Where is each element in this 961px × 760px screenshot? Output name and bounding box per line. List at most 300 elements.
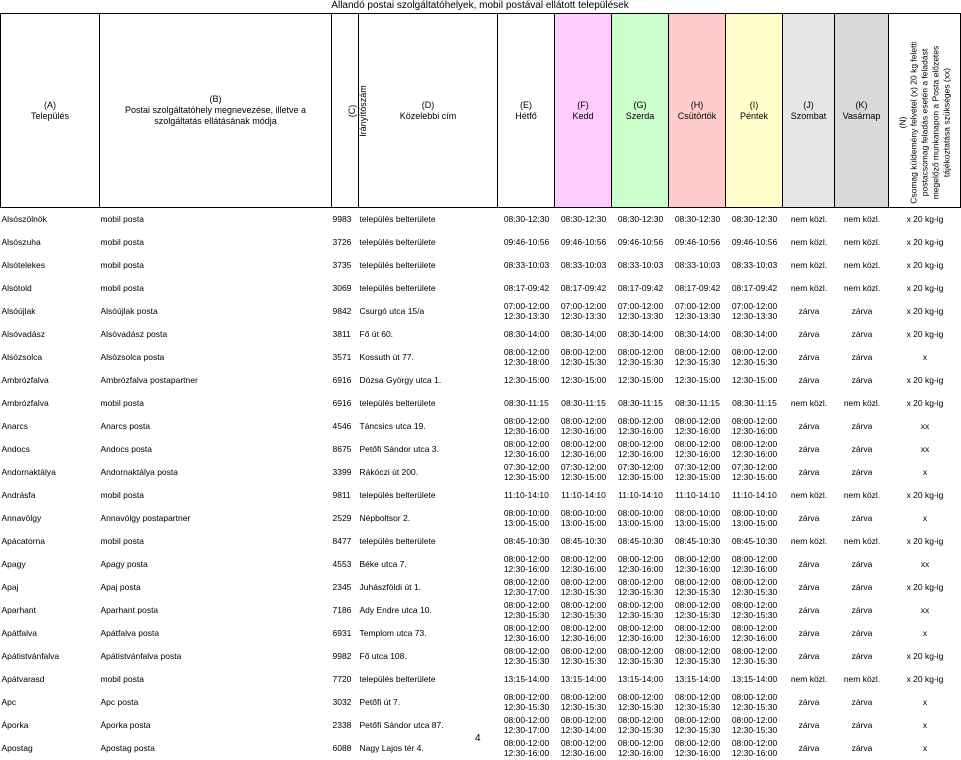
opening-hours-cell xyxy=(612,277,669,300)
table-row xyxy=(1,438,961,461)
hours-line: 12:30-16:00 xyxy=(674,426,721,436)
postcode-cell: 3032 xyxy=(332,697,352,707)
table-row xyxy=(1,622,961,645)
settlement-cell: Alsószölnök xyxy=(1,214,47,225)
hours-line: 11:10-14:10 xyxy=(675,490,720,500)
service-point-cell: Alsóvadász posta xyxy=(100,329,168,339)
hours-line: 13:00-15:00 xyxy=(560,518,607,528)
hours-line: 08:00-12:00 xyxy=(674,623,721,633)
opening-hours-cell xyxy=(498,691,555,714)
parcel-cell: x 20 kg-ig xyxy=(906,237,944,247)
opening-hours-cell xyxy=(555,277,612,300)
opening-hours-cell xyxy=(669,737,726,760)
hours-line: 13:15-14:00 xyxy=(617,674,664,684)
opening-hours-cell xyxy=(669,438,726,461)
parcel-cell: x 20 kg-ig xyxy=(906,329,944,339)
service-point-cell: Apátfalva posta xyxy=(100,628,160,638)
settlement-cell: Áporka xyxy=(1,720,29,730)
address-cell: település belterülete xyxy=(359,398,436,408)
opening-hours-cell xyxy=(669,714,726,737)
hours-line: 08:33-10:03 xyxy=(503,260,550,270)
service-point-cell: mobil posta xyxy=(100,214,144,225)
hours-line: 13:15-14:00 xyxy=(560,674,607,684)
hours-line: 08:00-12:00 xyxy=(560,577,607,587)
hours-line: 12:30-16:00 xyxy=(617,564,664,574)
address-cell: település belterülete xyxy=(359,237,436,247)
opening-hours-cell xyxy=(669,622,726,645)
opening-hours-cell xyxy=(612,392,669,415)
postcode-cell: 6931 xyxy=(332,628,352,638)
postcode-cell: 7720 xyxy=(332,674,352,684)
sunday-cell: nem közl. xyxy=(843,536,881,546)
sunday-cell: nem közl. xyxy=(843,398,881,408)
postcode-cell: 9982 xyxy=(332,651,352,661)
settlement-cell: Apátistvánfalva xyxy=(1,651,60,661)
hours-line: 12:30-16:00 xyxy=(617,426,664,436)
service-point-cell: Apaj posta xyxy=(100,582,141,592)
hours-line: 12:30-15:30 xyxy=(503,610,550,620)
hours-line: 12:30-15:30 xyxy=(674,587,721,597)
hours-line: 12:30-15:00 xyxy=(503,472,550,482)
hours-line: 08:30-11:15 xyxy=(732,398,777,408)
hours-line: 12:30-13:30 xyxy=(674,311,721,321)
opening-hours-cell xyxy=(612,415,669,438)
sunday-cell: nem közl. xyxy=(843,490,881,500)
opening-hours-cell xyxy=(669,369,726,392)
hours-line: 08:30-12:30 xyxy=(617,214,664,225)
hours-line: 08:00-12:00 xyxy=(731,554,778,564)
hours-line: 12:30-15:00 xyxy=(560,472,607,482)
hours-line: 12:30-16:00 xyxy=(560,748,607,758)
opening-hours-cell xyxy=(612,323,669,346)
hours-line: 11:10-14:10 xyxy=(732,490,777,500)
sunday-cell: zárva xyxy=(851,352,873,362)
hours-line: 12:30-16:00 xyxy=(731,564,778,574)
opening-hours-cell xyxy=(669,323,726,346)
service-point-cell: mobil posta xyxy=(100,490,144,500)
hours-line: 08:00-12:00 xyxy=(617,600,664,610)
sunday-cell: nem közl. xyxy=(843,260,881,270)
parcel-cell: x xyxy=(922,352,928,362)
saturday-cell: zárva xyxy=(798,743,820,753)
hours-line: 08:00-12:00 xyxy=(560,554,607,564)
settlement-cell: Alsózsolca xyxy=(1,352,43,362)
opening-hours-cell xyxy=(669,530,726,553)
opening-hours-cell xyxy=(612,714,669,737)
sunday-cell: zárva xyxy=(851,559,873,569)
hours-line: 08:00-12:00 xyxy=(503,554,550,564)
hours-line: 08:00-12:00 xyxy=(560,347,607,357)
table-row xyxy=(1,599,961,622)
opening-hours-cell xyxy=(726,553,783,576)
hours-line: 08:00-12:00 xyxy=(503,577,550,587)
service-point-cell: Ambrózfalva postapartner xyxy=(100,375,198,385)
address-cell: Juhászföldi út 1. xyxy=(359,582,421,592)
hours-line: 12:30-16:00 xyxy=(503,449,550,459)
postcode-cell: 3399 xyxy=(332,467,352,477)
settlement-cell: Apaj xyxy=(1,582,19,592)
table-row xyxy=(1,208,961,231)
hours-line: 08:00-12:00 xyxy=(617,439,664,449)
saturday-cell: nem közl. xyxy=(790,283,828,293)
hours-line: 08:00-12:00 xyxy=(503,715,550,725)
hours-line: 12:30-16:00 xyxy=(731,748,778,758)
opening-hours-cell xyxy=(612,553,669,576)
opening-hours-cell xyxy=(726,691,783,714)
opening-hours-cell xyxy=(612,300,669,323)
hours-line: 08:00-12:00 xyxy=(617,715,664,725)
opening-hours-cell xyxy=(726,346,783,369)
hours-line: 08:00-12:00 xyxy=(674,715,721,725)
hours-line: 12:30-13:30 xyxy=(617,311,664,321)
hours-line: 08:00-12:00 xyxy=(731,577,778,587)
page-number: 4 xyxy=(475,733,481,744)
saturday-cell: zárva xyxy=(798,352,820,362)
opening-hours-cell xyxy=(612,254,669,277)
opening-hours-cell xyxy=(555,737,612,760)
hours-line: 08:30-14:00 xyxy=(503,329,550,339)
hours-line: 12:30-15:00 xyxy=(617,472,664,482)
hours-line: 08:00-12:00 xyxy=(731,646,778,656)
table-row xyxy=(1,553,961,576)
saturday-cell: zárva xyxy=(798,559,820,569)
address-cell: Ady Endre utca 10. xyxy=(359,605,432,615)
saturday-cell: zárva xyxy=(798,605,820,615)
opening-hours-cell xyxy=(726,323,783,346)
saturday-cell: zárva xyxy=(798,375,820,385)
hours-line: 08:00-12:00 xyxy=(560,692,607,702)
opening-hours-cell xyxy=(612,622,669,645)
address-cell: Rákóczi út 200. xyxy=(359,467,419,477)
hours-line: 12:30-16:00 xyxy=(560,426,607,436)
settlement-cell: Alsótelekes xyxy=(1,260,45,270)
hours-line: 08:00-12:00 xyxy=(503,347,550,357)
hours-line: 08:00-12:00 xyxy=(731,623,778,633)
hours-line: 07:00-12:00 xyxy=(731,301,778,311)
table-row xyxy=(1,277,961,300)
opening-hours-cell xyxy=(726,254,783,277)
opening-hours-cell xyxy=(612,346,669,369)
opening-hours-cell xyxy=(726,737,783,760)
service-point-cell: mobil posta xyxy=(100,674,144,684)
address-cell: Táncsics utca 19. xyxy=(359,421,426,431)
opening-hours-cell xyxy=(669,346,726,369)
opening-hours-cell xyxy=(498,530,555,553)
table-row xyxy=(1,576,961,599)
hours-line: 12:30-16:00 xyxy=(503,748,550,758)
opening-hours-cell xyxy=(555,438,612,461)
table-row xyxy=(1,645,961,668)
header-col-d: (D) Közelebbi cím xyxy=(359,14,498,208)
opening-hours-cell xyxy=(498,392,555,415)
hours-line: 08:00-12:00 xyxy=(617,577,664,587)
hours-line: 08:00-12:00 xyxy=(674,577,721,587)
hours-line: 12:30-15:30 xyxy=(503,656,550,666)
hours-line: 09:46-10:56 xyxy=(503,237,550,247)
hours-line: 12:30-15:30 xyxy=(731,587,778,597)
address-cell: Petőfi Sándor utca 87. xyxy=(359,720,444,730)
hours-line: 08:00-12:00 xyxy=(731,439,778,449)
hours-line: 13:15-14:00 xyxy=(674,674,721,684)
address-cell: Dózsa György utca 1. xyxy=(359,375,442,385)
sunday-cell: zárva xyxy=(851,467,873,477)
hours-line: 08:00-12:00 xyxy=(674,416,721,426)
opening-hours-cell xyxy=(612,599,669,622)
hours-line: 08:00-10:00 xyxy=(617,508,664,518)
settlement-cell: Ambrózfalva xyxy=(1,375,49,385)
hours-line: 08:00-12:00 xyxy=(674,439,721,449)
table-row xyxy=(1,691,961,714)
parcel-cell: x 20 kg-ig xyxy=(906,582,944,592)
hours-line: 12:30-15:00 xyxy=(617,375,664,385)
table-row xyxy=(1,461,961,484)
opening-hours-cell xyxy=(498,507,555,530)
opening-hours-cell xyxy=(726,300,783,323)
address-cell: Fő utca 108. xyxy=(359,651,407,661)
saturday-cell: zárva xyxy=(798,444,820,454)
hours-line: 08:30-11:15 xyxy=(675,398,720,408)
sunday-cell: zárva xyxy=(851,697,873,707)
postcode-cell: 3726 xyxy=(332,237,352,247)
opening-hours-cell xyxy=(669,254,726,277)
table-row xyxy=(1,254,961,277)
hours-line: 12:30-15:30 xyxy=(674,725,721,735)
hours-line: 12:30-15:30 xyxy=(674,357,721,367)
postcode-cell: 3571 xyxy=(332,352,352,362)
table-row xyxy=(1,369,961,392)
opening-hours-cell xyxy=(726,392,783,415)
opening-hours-cell xyxy=(726,530,783,553)
hours-line: 12:30-16:00 xyxy=(617,748,664,758)
hours-line: 12:30-15:30 xyxy=(731,357,778,367)
address-cell: Fő út 60. xyxy=(359,329,394,339)
table-row xyxy=(1,323,961,346)
parcel-cell: x 20 kg-ig xyxy=(906,536,944,546)
hours-line: 13:00-15:00 xyxy=(674,518,721,528)
saturday-cell: zárva xyxy=(798,421,820,431)
parcel-cell: x 20 kg-ig xyxy=(906,490,944,500)
hours-line: 12:30-15:00 xyxy=(674,472,721,482)
service-point-cell: Alsóújlak posta xyxy=(100,306,158,316)
hours-line: 12:30-15:30 xyxy=(674,702,721,712)
opening-hours-cell xyxy=(612,208,669,231)
opening-hours-cell xyxy=(498,645,555,668)
hours-line: 12:30-16:00 xyxy=(617,633,664,643)
sunday-cell: zárva xyxy=(851,375,873,385)
hours-line: 08:45-10:30 xyxy=(560,536,607,546)
hours-line: 12:30-15:30 xyxy=(617,610,664,620)
table-row xyxy=(1,300,961,323)
hours-line: 13:15-14:00 xyxy=(503,674,550,684)
postcode-cell: 8675 xyxy=(332,444,352,454)
hours-line: 12:30-15:30 xyxy=(503,702,550,712)
opening-hours-cell xyxy=(555,507,612,530)
hours-line: 08:00-12:00 xyxy=(560,600,607,610)
table-row xyxy=(1,415,961,438)
parcel-cell: x 20 kg-ig xyxy=(906,306,944,316)
service-point-cell: Andocs posta xyxy=(100,444,153,454)
hours-line: 08:30-11:15 xyxy=(561,398,606,408)
hours-line: 08:00-12:00 xyxy=(617,347,664,357)
service-point-cell: Apagy posta xyxy=(100,559,148,569)
opening-hours-cell xyxy=(669,208,726,231)
hours-line: 08:45-10:30 xyxy=(731,536,778,546)
opening-hours-cell xyxy=(669,484,726,507)
settlement-cell: Alsótold xyxy=(1,283,32,293)
opening-hours-cell xyxy=(669,415,726,438)
saturday-cell: zárva xyxy=(798,582,820,592)
hours-line: 08:17-09:42 xyxy=(731,283,778,293)
sunday-cell: zárva xyxy=(851,444,873,454)
opening-hours-cell xyxy=(669,300,726,323)
saturday-cell: zárva xyxy=(798,329,820,339)
header-col-j: (J) Szombat xyxy=(783,14,835,208)
parcel-cell: x xyxy=(922,720,928,730)
postcode-cell: 2529 xyxy=(332,513,352,523)
hours-line: 08:00-12:00 xyxy=(731,347,778,357)
header-row xyxy=(1,14,961,208)
hours-line: 12:30-15:30 xyxy=(674,610,721,620)
opening-hours-cell xyxy=(498,599,555,622)
opening-hours-cell xyxy=(555,691,612,714)
settlement-cell: Anarcs xyxy=(1,421,28,431)
hours-line: 12:30-15:30 xyxy=(560,702,607,712)
service-point-cell: mobil posta xyxy=(100,283,144,293)
hours-line: 08:45-10:30 xyxy=(617,536,664,546)
hours-line: 12:30-15:30 xyxy=(731,702,778,712)
hours-line: 08:00-12:00 xyxy=(617,738,664,748)
parcel-cell: xx xyxy=(920,444,930,454)
hours-line: 08:00-12:00 xyxy=(617,554,664,564)
hours-line: 12:30-16:00 xyxy=(503,633,550,643)
service-point-cell: Apátistvánfalva posta xyxy=(100,651,182,661)
hours-line: 07:30-12:00 xyxy=(503,462,550,472)
settlement-cell: Apácatorna xyxy=(1,536,45,546)
hours-line: 12:30-13:30 xyxy=(731,311,778,321)
opening-hours-cell xyxy=(555,645,612,668)
address-cell: Béke utca 7. xyxy=(359,559,407,569)
postcode-cell: 9983 xyxy=(332,214,352,225)
hours-line: 12:30-17:00 xyxy=(503,587,550,597)
opening-hours-cell xyxy=(498,323,555,346)
sunday-cell: zárva xyxy=(851,306,873,316)
postcode-cell: 9811 xyxy=(332,490,351,500)
hours-line: 08:00-12:00 xyxy=(560,416,607,426)
sunday-cell: zárva xyxy=(851,743,873,753)
saturday-cell: nem közl. xyxy=(790,214,828,225)
hours-line: 08:00-12:00 xyxy=(731,715,778,725)
settlement-cell: Alsóújlak xyxy=(1,306,36,316)
hours-line: 08:00-10:00 xyxy=(674,508,721,518)
saturday-cell: nem közl. xyxy=(790,674,828,684)
header-col-i: (I) Péntek xyxy=(726,14,783,208)
opening-hours-cell xyxy=(669,277,726,300)
address-cell: Kossuth út 77. xyxy=(359,352,414,362)
hours-line: 08:00-12:00 xyxy=(731,738,778,748)
sunday-cell: zárva xyxy=(851,513,873,523)
hours-line: 07:30-12:00 xyxy=(560,462,607,472)
opening-hours-cell xyxy=(726,484,783,507)
hours-line: 08:00-10:00 xyxy=(503,508,550,518)
opening-hours-cell xyxy=(498,346,555,369)
opening-hours-cell xyxy=(669,668,726,691)
postcode-cell: 8477 xyxy=(332,536,352,546)
hours-line: 07:00-12:00 xyxy=(674,301,721,311)
hours-line: 08:33-10:03 xyxy=(560,260,607,270)
opening-hours-cell xyxy=(555,622,612,645)
hours-line: 12:30-15:30 xyxy=(560,656,607,666)
hours-line: 13:15-14:00 xyxy=(731,674,778,684)
parcel-cell: xx xyxy=(920,421,930,431)
hours-line: 08:00-12:00 xyxy=(674,554,721,564)
hours-line: 12:30-15:30 xyxy=(617,725,664,735)
hours-line: 09:46-10:56 xyxy=(560,237,607,247)
table-row xyxy=(1,231,961,254)
postcode-cell: 4553 xyxy=(332,559,352,569)
opening-hours-cell xyxy=(498,622,555,645)
parcel-cell: x 20 kg-ig xyxy=(906,283,944,293)
hours-line: 08:30-11:15 xyxy=(504,398,549,408)
hours-line: 12:30-15:00 xyxy=(674,375,721,385)
hours-line: 12:30-13:30 xyxy=(503,311,550,321)
hours-line: 12:30-16:00 xyxy=(560,564,607,574)
hours-line: 12:30-16:00 xyxy=(674,633,721,643)
opening-hours-cell xyxy=(612,484,669,507)
hours-line: 08:00-12:00 xyxy=(731,692,778,702)
opening-hours-cell xyxy=(726,599,783,622)
address-cell: Népboltsor 2. xyxy=(359,513,411,523)
opening-hours-cell xyxy=(669,392,726,415)
opening-hours-cell xyxy=(669,576,726,599)
parcel-cell: x 20 kg-ig xyxy=(906,398,944,408)
opening-hours-cell xyxy=(555,553,612,576)
service-point-cell: Andornaktálya posta xyxy=(100,467,178,477)
opening-hours-cell xyxy=(726,507,783,530)
opening-hours-cell xyxy=(498,254,555,277)
page-title: Állandó postai szolgáltatóhelyek, mobil postával ellátott települések xyxy=(331,0,629,11)
service-point-cell: Aparhant posta xyxy=(100,605,159,615)
service-point-cell: mobil posta xyxy=(100,237,144,247)
header-col-n: (N) Csomag küldemény felvétel (x) 20 kg feletti postacsomag feladás esetén a feladást megelőző munkanapon a Posta előzetes tájékoztatása szükséges (xx) xyxy=(889,14,961,208)
settlement-cell: Andocs xyxy=(1,444,30,454)
header-col-h: (H) Csütörtök xyxy=(669,14,726,208)
settlement-cell: Aparhant xyxy=(1,605,36,615)
hours-line: 08:30-14:00 xyxy=(731,329,778,339)
hours-line: 08:30-14:00 xyxy=(617,329,664,339)
opening-hours-cell xyxy=(498,277,555,300)
hours-line: 07:00-12:00 xyxy=(560,301,607,311)
hours-line: 07:30-12:00 xyxy=(731,462,778,472)
opening-hours-cell xyxy=(726,231,783,254)
header-col-c: (C) Irányítószám xyxy=(332,14,359,208)
hours-line: 08:30-12:30 xyxy=(731,214,778,225)
address-cell: település belterülete xyxy=(359,674,436,684)
postal-table xyxy=(0,13,961,760)
opening-hours-cell xyxy=(612,231,669,254)
service-point-cell: mobil posta xyxy=(100,536,144,546)
hours-line: 08:00-12:00 xyxy=(503,738,550,748)
parcel-cell: x xyxy=(922,628,928,638)
hours-line: 13:00-15:00 xyxy=(731,518,778,528)
hours-line: 08:00-12:00 xyxy=(503,416,550,426)
hours-line: 12:30-15:00 xyxy=(731,375,778,385)
opening-hours-cell xyxy=(555,484,612,507)
opening-hours-cell xyxy=(555,231,612,254)
saturday-cell: zárva xyxy=(798,513,820,523)
hours-line: 13:00-15:00 xyxy=(503,518,550,528)
opening-hours-cell xyxy=(669,645,726,668)
postcode-cell: 9842 xyxy=(332,306,352,316)
